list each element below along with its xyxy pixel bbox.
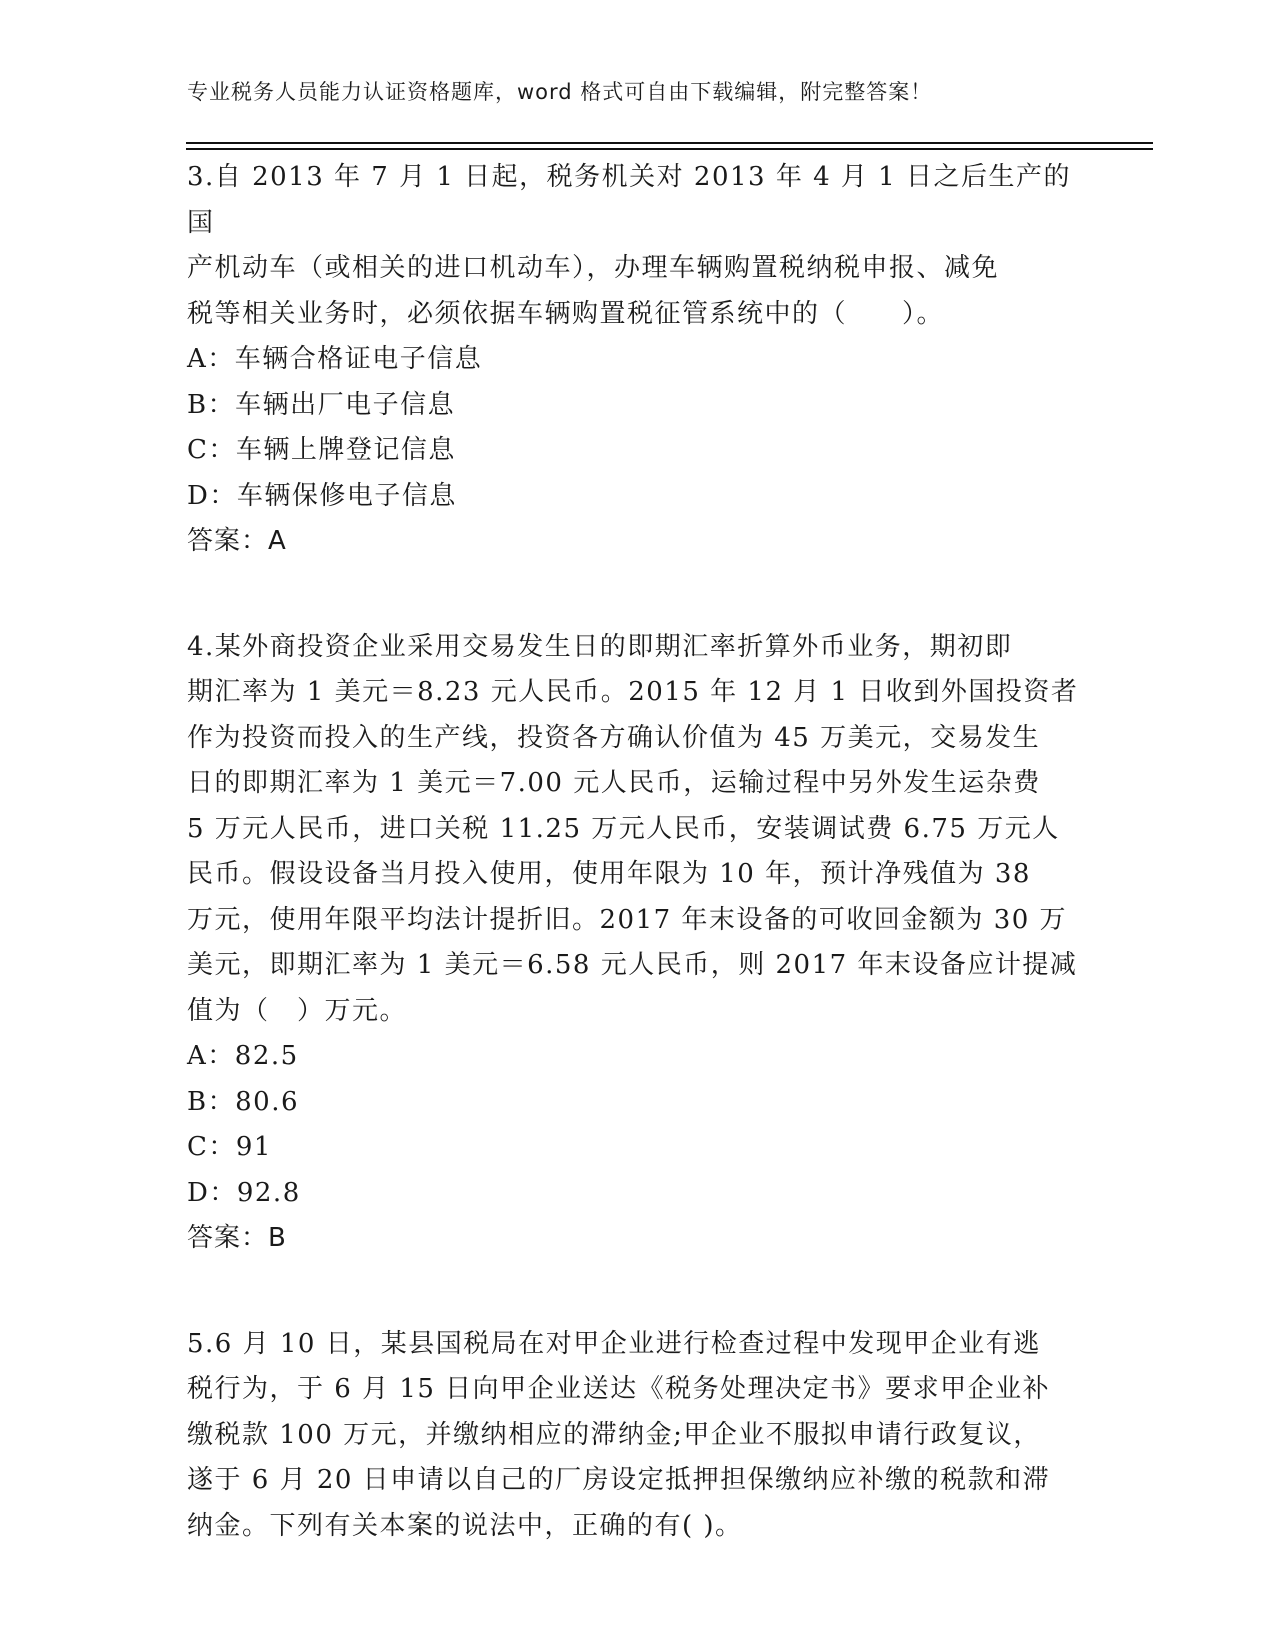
option-b: B：车辆出厂电子信息	[187, 389, 456, 420]
question-stem	[187, 155, 1087, 337]
option-c: C：车辆上牌登记信息	[187, 435, 456, 465]
stem-line: 5.6 月 10 日，某县国税局在对甲企业进行检查过程中发现甲企业有逃	[187, 1328, 1041, 1359]
question-stem	[187, 625, 1087, 1035]
stem-line: 3.自 2013 年 7 月 1 日起，税务机关对 2013 年 4 月 1 日之后生产的国	[187, 162, 1071, 238]
question-3	[187, 155, 1087, 565]
spacer	[187, 1262, 1087, 1322]
stem-line: 值为（ ）万元。	[187, 995, 408, 1026]
option-b: B：80.6	[187, 1086, 299, 1117]
stem-line: 税行为，于 6 月 15 日向甲企业送达《税务处理决定书》要求甲企业补	[187, 1374, 1051, 1404]
stem-line: 缴税款 100 万元，并缴纳相应的滞纳金;甲企业不服拟申请行政复议，	[187, 1419, 1041, 1450]
answer-line: 答案：B	[187, 1223, 287, 1253]
stem-line: 万元，使用年限平均法计提折旧。2017 年末设备的可收回金额为 30 万	[187, 904, 1068, 935]
stem-line: 纳金。下列有关本案的说法中，正确的有( )。	[187, 1510, 743, 1541]
answer-line: 答案：A	[187, 526, 287, 556]
header-rule-top	[186, 142, 1153, 144]
question-stem	[187, 1322, 1087, 1550]
stem-line: 4.某外商投资企业采用交易发生日的即期汇率折算外币业务，期初即	[187, 631, 1013, 662]
stem-line: 美元，即期汇率为 1 美元＝6.58 元人民币，则 2017 年末设备应计提减	[187, 950, 1078, 980]
question-list	[187, 155, 1087, 1549]
spacer	[187, 565, 1087, 625]
stem-line: 产机动车（或相关的进口机动车），办理车辆购置税纳税申报、减免	[187, 253, 1000, 283]
page-header: 专业税务人员能力认证资格题库，word 格式可自由下载编辑，附完整答案！	[187, 80, 933, 104]
header-rule-bottom	[186, 148, 1153, 150]
option-d: D：车辆保修电子信息	[187, 480, 457, 511]
stem-line: 遂于 6 月 20 日申请以自己的厂房设定抵押担保缴纳应补缴的税款和滞	[187, 1465, 1051, 1495]
option-c: C：91	[187, 1132, 272, 1162]
stem-line: 民币。假设设备当月投入使用，使用年限为 10 年，预计净残值为 38	[187, 859, 1031, 889]
option-a: A：82.5	[187, 1041, 299, 1071]
stem-line: 作为投资而投入的生产线，投资各方确认价值为 45 万美元，交易发生	[187, 722, 1041, 753]
stem-line: 日的即期汇率为 1 美元＝7.00 元人民币，运输过程中另外发生运杂费	[187, 768, 1041, 798]
option-d: D：92.8	[187, 1177, 301, 1208]
stem-line: 期汇率为 1 美元＝8.23 元人民币。2015 年 12 月 1 日收到外国投资者	[187, 677, 1079, 707]
question-4	[187, 625, 1087, 1262]
option-a: A：车辆合格证电子信息	[187, 344, 483, 374]
question-5	[187, 1322, 1087, 1550]
stem-line: 5 万元人民币，进口关税 11.25 万元人民币，安装调试费 6.75 万元人	[187, 813, 1060, 844]
stem-line: 税等相关业务时，必须依据车辆购置税征管系统中的（ ）。	[187, 298, 945, 329]
